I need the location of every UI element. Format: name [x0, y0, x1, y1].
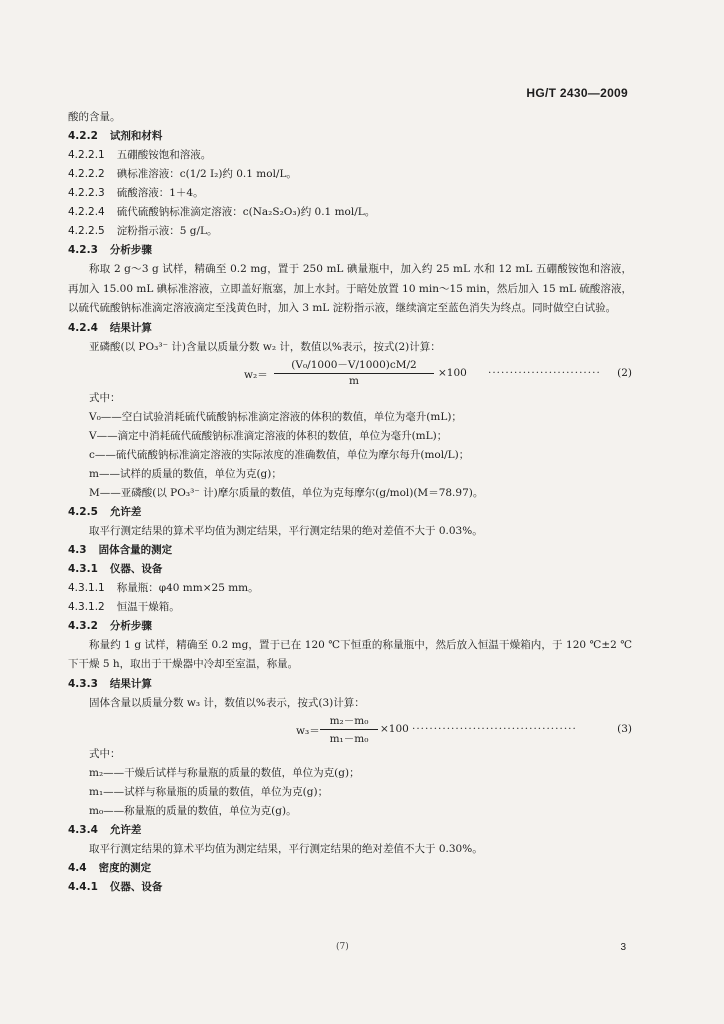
formula-3-numerator: m₂－m₀ — [320, 713, 378, 730]
formula-3 — [68, 713, 632, 745]
formula-3-lhs: w₃＝ — [296, 724, 320, 737]
standard-code: HG/T 2430—2009 — [526, 86, 628, 100]
formula-3-leader-dots: ······································ — [412, 722, 577, 735]
section-4-3-2-heading: 4.3.2 分析步骤 — [68, 619, 152, 632]
where-label-1: 式中： — [89, 391, 121, 404]
var-c: c——硫代硫酸钠标准滴定溶液的实际浓度的准确数值，单位为摩尔每升(mol/L)； — [89, 448, 470, 461]
section-4-4-1-heading: 4.4.1 仪器、设备 — [68, 880, 163, 893]
formula-2-multiplier: ×100 — [438, 366, 467, 379]
calc-intro-4-2-4: 亚磷酸(以 PO₃³⁻ 计)含量以质量分数 w₂ 计，数值以%表示，按式(2)计算： — [89, 340, 441, 353]
var-v: V——滴定中消耗硫代硫酸钠标准滴定溶液的体积的数值，单位为毫升(mL)； — [89, 429, 448, 442]
tolerance-4-3-4: 取平行测定结果的算术平均值为测定结果，平行测定结果的绝对差值不大于 0.30%。 — [89, 842, 483, 855]
formula-2-leader-dots: ·························· — [488, 366, 601, 379]
item-4-3-1-1: 4.3.1.1 称量瓶：φ40 mm×25 mm。 — [68, 581, 259, 594]
where-label-2: 式中： — [89, 747, 121, 760]
document-body — [68, 108, 632, 897]
section-4-3-heading: 4.3 固体含量的测定 — [68, 543, 173, 556]
formula-3-denominator: m₁－m₀ — [329, 732, 369, 745]
footer-mark: (7) — [336, 942, 349, 952]
section-4-2-4-heading: 4.2.4 结果计算 — [68, 321, 152, 334]
var-m1: m₁——试样与称量瓶的质量的数值，单位为克(g)； — [89, 785, 329, 798]
procedure-paragraph-4-2-3: 称取 2 g～3 g 试样，精确至 0.2 mg，置于 250 mL 碘量瓶中，加入约 25 mL 水和 12 mL 五硼酸铵饱和溶液，再加入 15.00 mL 碘标准溶液，立即盖好瓶塞，加上水封。于暗处放置 10 min～15 min，然后加入 15 mL 硫酸溶液，以硫代硫酸钠标准滴定溶液滴定至浅黄色时，加入 3 mL 淀粉指示液，继续滴定至蓝色消失为终点。同时做空白试验。 — [68, 263, 632, 314]
section-4-3-1-heading: 4.3.1 仪器、设备 — [68, 562, 163, 575]
item-4-2-2-1: 4.2.2.1 五硼酸铵饱和溶液。 — [68, 149, 212, 161]
var-m2: m₂——干燥后试样与称量瓶的质量的数值，单位为克(g)； — [89, 766, 360, 779]
formula-2-lhs: w₂＝ — [244, 368, 268, 381]
procedure-paragraph-4-3-2: 称量约 1 g 试样，精确至 0.2 mg，置于已在 120 ℃下恒重的称量瓶中，然后放入恒温干燥箱内，于 120 ℃±2 ℃下干燥 5 h，取出于干燥器中冷却至室温，称量。 — [68, 638, 632, 670]
item-4-2-2-5: 4.2.2.5 淀粉指示液：5 g/L。 — [68, 225, 218, 237]
section-4-4-heading: 4.4 密度的测定 — [68, 861, 152, 874]
formula-2-number: (2) — [617, 366, 632, 379]
item-4-2-2-4: 4.2.2.4 硫代硫酸钠标准滴定溶液：c(Na₂S₂O₃)约 0.1 mol/L。 — [68, 206, 376, 218]
page-number: 3 — [620, 942, 626, 953]
tolerance-4-2-5: 取平行测定结果的算术平均值为测定结果，平行测定结果的绝对差值不大于 0.03%。 — [89, 524, 483, 537]
calc-intro-4-3-3: 固体含量以质量分数 w₃ 计，数值以%表示，按式(3)计算： — [89, 696, 365, 709]
formula-3-multiplier: ×100 — [380, 722, 409, 735]
item-4-2-2-2: 4.2.2.2 碘标准溶液：c(1/2 I₂)约 0.1 mol/L。 — [68, 168, 297, 180]
section-4-3-3-heading: 4.3.3 结果计算 — [68, 677, 152, 690]
section-4-2-5-heading: 4.2.5 允许差 — [68, 505, 142, 518]
formula-3-fraction — [320, 713, 378, 746]
section-4-2-2-heading: 4.2.2 试剂和材料 — [68, 130, 163, 142]
section-4-2-3-heading: 4.2.3 分析步骤 — [68, 244, 152, 256]
item-4-3-1-2: 4.3.1.2 恒温干燥箱。 — [68, 600, 180, 613]
formula-2-numerator: (V₀/1000－V/1000)cM/2 — [274, 357, 434, 374]
section-4-3-4-heading: 4.3.4 允许差 — [68, 823, 142, 836]
var-m: m——试样的质量的数值，单位为克(g)； — [89, 467, 282, 480]
formula-3-number: (3) — [617, 722, 632, 735]
paragraph-continuation: 酸的含量。 — [68, 111, 121, 123]
variable-list-2 — [68, 764, 632, 821]
formula-2-denominator: m — [349, 374, 359, 387]
formula-2 — [68, 357, 632, 389]
var-molar-mass: M——亚磷酸(以 PO₃³⁻ 计)摩尔质量的数值，单位为克每摩尔(g/mol)(M＝78.97)。 — [89, 486, 484, 499]
var-m0: m₀——称量瓶的质量的数值，单位为克(g)。 — [89, 804, 297, 817]
variable-list-1 — [68, 408, 632, 503]
var-v0: V₀——空白试验消耗硫代硫酸钠标准滴定溶液的体积的数值，单位为毫升(mL)； — [89, 410, 462, 423]
formula-2-fraction — [274, 357, 434, 387]
item-4-2-2-3: 4.2.2.3 硫酸溶液：1＋4。 — [68, 187, 204, 199]
